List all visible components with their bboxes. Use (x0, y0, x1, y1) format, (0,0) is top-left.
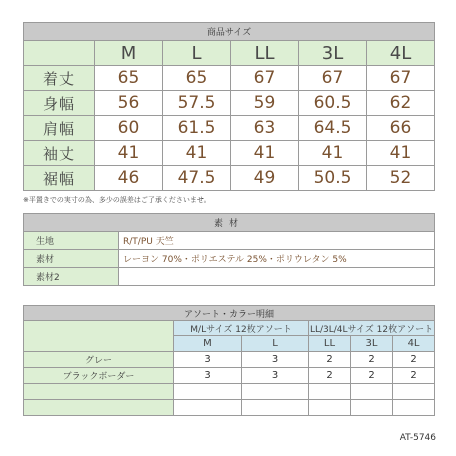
material-label: 素材 (24, 250, 119, 268)
empty-cell (242, 400, 309, 416)
size-value: 41 (299, 141, 367, 166)
size-value: 46 (95, 166, 163, 191)
group-ml-label: M/Lサイズ 12枚アソート (174, 321, 309, 336)
material-value: レーヨン 70%・ポリエステル 25%・ポリウレタン 5% (119, 250, 435, 268)
size-value: 67 (299, 66, 367, 91)
size-row-hem (24, 166, 435, 191)
size-value: 41 (163, 141, 231, 166)
assortment-table (23, 305, 435, 416)
size-header: 4L (393, 336, 435, 352)
header-blank-cell (24, 41, 95, 66)
empty-label-cell (24, 400, 174, 416)
size-value: 41 (231, 141, 299, 166)
size-value: 66 (367, 116, 435, 141)
empty-cell (309, 384, 351, 400)
size-value: 57.5 (163, 91, 231, 116)
materials-table (23, 213, 435, 286)
size-value: 65 (95, 66, 163, 91)
count-cell: 3 (174, 368, 242, 384)
assortment-group-row (24, 321, 435, 336)
empty-cell (351, 400, 393, 416)
count-cell: 3 (242, 368, 309, 384)
size-value: 62 (367, 91, 435, 116)
row-label: 裾幅 (24, 166, 95, 191)
size-header: LL (231, 41, 299, 66)
count-cell: 2 (393, 352, 435, 368)
size-header: 3L (351, 336, 393, 352)
size-value: 67 (367, 66, 435, 91)
size-value: 59 (231, 91, 299, 116)
size-value: 67 (231, 66, 299, 91)
size-header: LL (309, 336, 351, 352)
row-label: 身幅 (24, 91, 95, 116)
material-row (24, 268, 435, 286)
size-row-shoulder (24, 116, 435, 141)
empty-cell (393, 400, 435, 416)
size-value: 50.5 (299, 166, 367, 191)
size-header-row (24, 41, 435, 66)
size-value: 60 (95, 116, 163, 141)
group-ll-label: LL/3L/4Lサイズ 12枚アソート (309, 321, 435, 336)
empty-cell (242, 384, 309, 400)
material-label: 素材2 (24, 268, 119, 286)
materials-title: 素材 (24, 214, 435, 232)
empty-cell (351, 384, 393, 400)
row-label: 着丈 (24, 66, 95, 91)
size-header: M (174, 336, 242, 352)
row-label: 肩幅 (24, 116, 95, 141)
assortment-empty-row (24, 384, 435, 400)
size-value: 63 (231, 116, 299, 141)
group-blank-cell (24, 321, 174, 352)
measurement-note: ※平置きでの実寸の為、多少の誤差はご了承くださいませ。 (23, 196, 211, 204)
empty-label-cell (24, 384, 174, 400)
material-label: 生地 (24, 232, 119, 250)
count-cell: 2 (309, 352, 351, 368)
count-cell: 3 (242, 352, 309, 368)
size-chart-table (23, 22, 435, 191)
count-cell: 2 (309, 368, 351, 384)
assortment-color-row (24, 368, 435, 384)
count-cell: 2 (351, 352, 393, 368)
empty-cell (393, 384, 435, 400)
size-value: 41 (367, 141, 435, 166)
assortment-title: アソート・カラー明細 (24, 306, 435, 321)
size-value: 60.5 (299, 91, 367, 116)
empty-cell (174, 400, 242, 416)
size-value: 64.5 (299, 116, 367, 141)
size-header: M (95, 41, 163, 66)
size-value: 47.5 (163, 166, 231, 191)
size-header: L (163, 41, 231, 66)
count-cell: 2 (393, 368, 435, 384)
size-value: 65 (163, 66, 231, 91)
material-row (24, 250, 435, 268)
size-header: L (242, 336, 309, 352)
empty-cell (174, 384, 242, 400)
size-chart-title: 商品サイズ (24, 23, 435, 41)
assortment-color-row (24, 352, 435, 368)
material-row (24, 232, 435, 250)
count-cell: 3 (174, 352, 242, 368)
size-value: 61.5 (163, 116, 231, 141)
empty-cell (309, 400, 351, 416)
product-code: AT-5746 (399, 433, 436, 443)
size-value: 49 (231, 166, 299, 191)
size-value: 52 (367, 166, 435, 191)
row-label: 袖丈 (24, 141, 95, 166)
size-value: 41 (95, 141, 163, 166)
count-cell: 2 (351, 368, 393, 384)
material-value (119, 268, 435, 286)
color-label: ブラックボーダー (24, 368, 174, 384)
material-value: R/T/PU 天竺 (119, 232, 435, 250)
size-value: 56 (95, 91, 163, 116)
size-header: 4L (367, 41, 435, 66)
size-row-length (24, 66, 435, 91)
size-header: 3L (299, 41, 367, 66)
color-label: グレー (24, 352, 174, 368)
size-row-sleeve (24, 141, 435, 166)
assortment-empty-row (24, 400, 435, 416)
size-row-chest (24, 91, 435, 116)
